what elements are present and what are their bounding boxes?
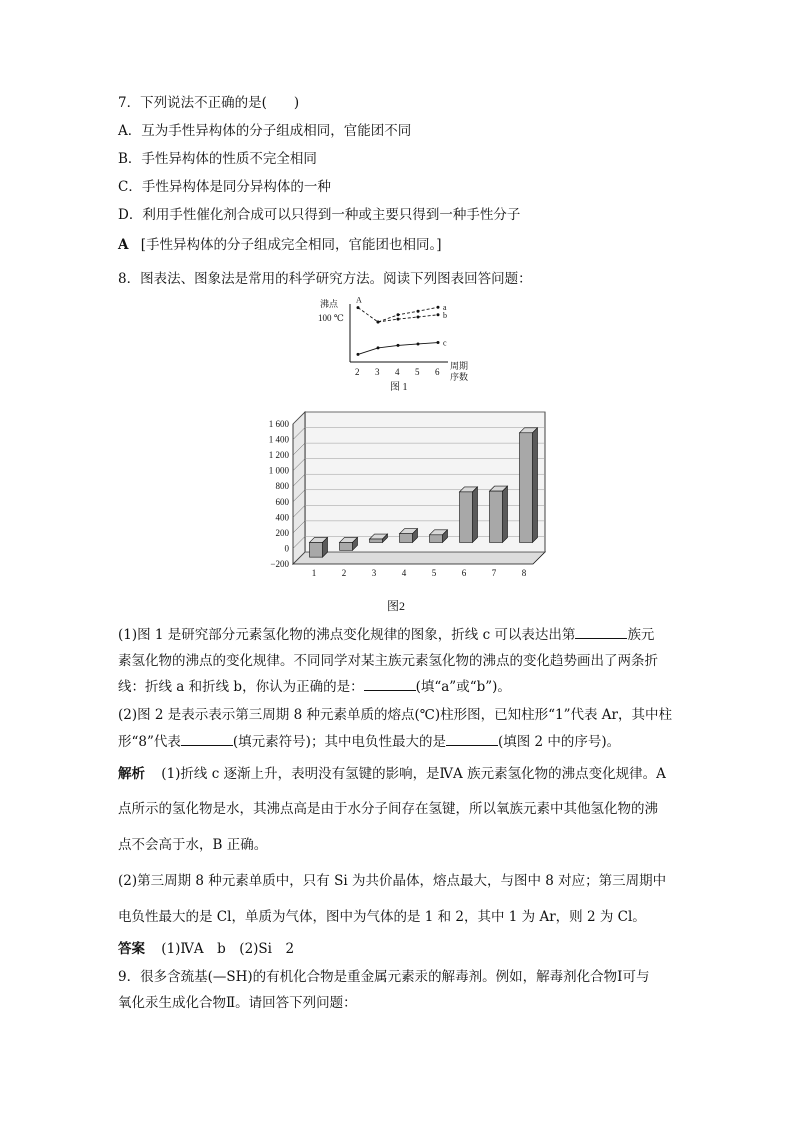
q8-p1-text-a: (1)图 1 是研究部分元素氢化物的沸点变化规律的图象，折线 c 可以表达出第 (118, 627, 576, 643)
fig1-x-tick: 6 (435, 367, 440, 377)
fig2-x-tick: 1 (311, 568, 317, 578)
fig2-y-tick: 0 (284, 543, 289, 554)
fig2-y-tick: 1 000 (268, 465, 289, 476)
q7-option-b: B．手性异构体的性质不完全相同 (118, 151, 317, 167)
fig2-bar (370, 539, 383, 542)
q8-analysis-line4: (2)第三周期 8 种元素单质中，只有 Si 为共价晶体，熔点最大，与图中 8 对应；第三周期中 (118, 873, 667, 889)
q7-answer-text: [手性异构体的分子组成完全相同，官能团也相同。] (140, 237, 442, 253)
fig2-x-tick: 2 (341, 568, 347, 578)
fig2-y-tick: 600 (275, 496, 289, 507)
fig1-point-A-label: A (356, 296, 362, 305)
q8-analysis-line3: 点不会高于水，B 正确。 (118, 837, 268, 853)
q7-option-a: A．互为手性异构体的分子组成相同，官能团不同 (118, 123, 412, 139)
q8-p1-line1 (118, 626, 654, 644)
fig1-x-tick: 3 (375, 367, 380, 377)
fig1-xlabel-2: 序数 (450, 372, 469, 382)
fig1-point-b (417, 315, 420, 318)
fig2-y-tick: 1 200 (268, 450, 289, 461)
fig2-side-wall (293, 412, 305, 564)
fig2-bar (310, 542, 323, 557)
fig2-x-tick: 5 (431, 568, 437, 578)
q8-p2-text-a: 形“8”代表 (118, 734, 181, 750)
fig1-point-a (437, 306, 440, 309)
fig2-x-tick: 3 (371, 568, 377, 578)
fig2-back-wall (305, 412, 545, 552)
q8-analysis-line2: 点所示的氢化物是水，其沸点高是由于水分子间存在氢键，所以氧族元素中其他氢化物的沸 (118, 801, 658, 817)
fig2-bar (400, 534, 413, 543)
q7-option-d: D．利用手性催化剂合成可以只得到一种或主要只得到一种手性分子 (118, 207, 521, 223)
q8-p1-text-b: 族元 (627, 627, 655, 643)
fig2-x-tick: 6 (461, 568, 467, 578)
q8-p1-line3 (118, 678, 511, 696)
fig1-point-c (377, 346, 380, 349)
q8-p1-text-c: 线：折线 a 和折线 b，你认为正确的是： (118, 679, 364, 695)
fig1-point-c (437, 341, 440, 344)
fig2-y-tick: 1 600 (268, 419, 289, 429)
fig1-xlabel-1: 周期 (450, 361, 469, 371)
fig2-y-tick: 1 400 (268, 434, 289, 445)
analysis-label: 解析 (118, 766, 145, 782)
fig2-bar (520, 433, 533, 543)
fig2-bar (490, 491, 503, 542)
q8-analysis-line5: 电负性最大的是 Cl，单质为气体，图中为气体的是 1 和 2，其中 1 为 Ar，则 2 为 Cl。 (118, 909, 646, 925)
q8-analysis-line1 (118, 765, 666, 783)
fig2-y-tick: 200 (275, 527, 289, 538)
answer-blank[interactable] (575, 626, 627, 639)
fig2-bar-side (473, 487, 478, 543)
answer-blank[interactable] (446, 733, 498, 746)
fig1-x-tick: 2 (355, 367, 360, 377)
fig1-series-label-a: a (443, 303, 447, 313)
analysis-text: (1)折线 c 逐渐上升，表明没有氢键的影响，是ⅣA 族元素氢化物的沸点变化规律。A (161, 766, 666, 782)
fig1-y-ref: 100 ℃ (318, 313, 344, 323)
figure-1-line-chart (310, 296, 480, 396)
answer-label: 答案 (118, 941, 145, 957)
q7-stem: 7．下列说法不正确的是( ) (118, 95, 300, 111)
q9-line2: 氧化汞生成化合物Ⅱ。请回答下列问题： (118, 995, 357, 1011)
fig2-bar (430, 535, 443, 543)
fig2-floor (293, 552, 545, 564)
fig2-x-tick: 4 (401, 568, 407, 578)
fig1-caption: 图 1 (390, 382, 408, 393)
q8-p2-text-b: (填元素符号)；其中电负性最大的是 (232, 734, 446, 750)
fig2-y-tick: 800 (275, 481, 289, 492)
fig1-point-b (397, 318, 400, 321)
fig1-point-c (397, 344, 400, 347)
fig2-x-tick: 7 (491, 568, 497, 578)
fig1-ylabel: 沸点 (320, 299, 339, 309)
fig2-bar-side (533, 428, 538, 543)
q7-answer (118, 236, 442, 254)
fig2-bar (460, 492, 473, 543)
fig1-x-tick: 4 (395, 367, 400, 377)
fig1-series-b (378, 315, 438, 322)
answer-blank[interactable] (181, 733, 233, 746)
fig1-point-b (377, 321, 380, 324)
fig2-caption: 图2 (387, 599, 406, 613)
fig2-y-tick: −200 (270, 559, 289, 569)
q8-answer (118, 940, 294, 958)
q8-p2-line2 (118, 733, 620, 751)
q7-answer-letter: A (118, 237, 129, 253)
q8-stem: 8．图表法、图象法是常用的科学研究方法。阅读下列图表回答问题： (118, 271, 532, 287)
q8-p1-text-d: (填“a”或“b”)。 (415, 679, 511, 695)
fig1-series-label-b: b (443, 310, 447, 320)
q8-p2-text-c: (填图 2 中的序号)。 (497, 734, 621, 750)
fig1-series-label-c: c (443, 338, 447, 348)
fig1-point-b (437, 313, 440, 316)
fig1-point-c (357, 353, 360, 356)
fig1-point-a (357, 306, 360, 309)
fig1-x-tick: 5 (415, 367, 420, 377)
fig2-y-tick: 400 (275, 512, 289, 523)
q9-line1: 9．很多含巯基(—SH)的有机化合物是重金属元素汞的解毒剂。例如，解毒剂化合物Ⅰ可与 (118, 969, 650, 985)
q7-option-c: C．手性异构体是同分异构体的一种 (118, 179, 331, 195)
fig1-point-a (397, 313, 400, 316)
q8-p2-line1: (2)图 2 是表示表示第三周期 8 种元素单质的熔点(℃)柱形图，已知柱形“1”代表 Ar，其中柱 (118, 707, 672, 723)
fig1-point-a (417, 310, 420, 313)
answer-blank[interactable] (364, 678, 416, 691)
fig2-x-tick: 8 (521, 568, 527, 578)
fig2-bar (340, 542, 353, 550)
answer-text: (1)ⅣA b (2)Si 2 (161, 941, 295, 957)
fig2-bar-side (503, 486, 508, 542)
fig1-point-c (417, 342, 420, 345)
figure-2-bar-chart (255, 404, 555, 614)
q8-p1-line2: 素氢化物的沸点的变化规律。不同同学对某主族元素氢化物的沸点的变化趋势画出了两条折 (118, 653, 658, 669)
